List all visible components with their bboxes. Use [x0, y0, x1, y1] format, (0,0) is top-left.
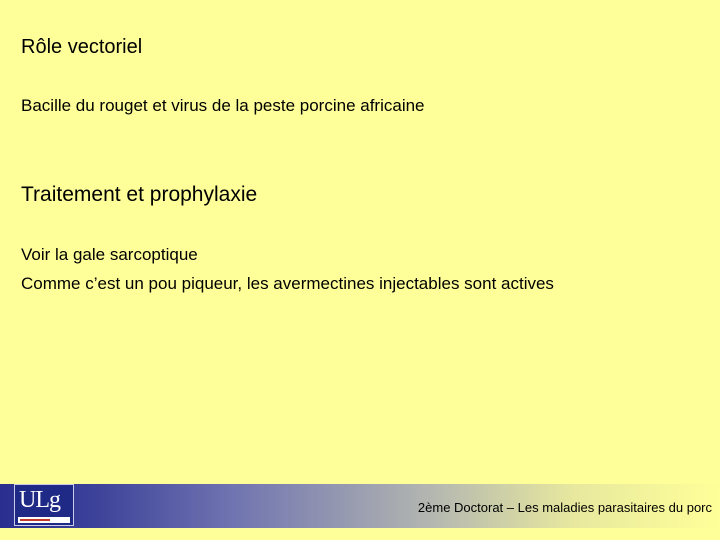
footer-course-title: 2ème Doctorat – Les maladies parasitaires du porc: [417, 500, 712, 515]
treatment-line-1: Voir la gale sarcoptique: [21, 245, 198, 264]
logo-text: ULg: [19, 487, 60, 513]
treatment-line-2: Comme c’est un pou piqueur, les avermectines injectables sont actives: [21, 274, 554, 293]
university-logo-icon: [14, 484, 74, 526]
logo-subtitle-strip: [18, 517, 70, 523]
section-title-treatment: Traitement et prophylaxie: [21, 183, 258, 206]
section-title-vector-role: Rôle vectoriel: [21, 36, 143, 58]
section-body-vector-role: Bacille du rouget et virus de la peste porcine africaine: [21, 96, 425, 115]
